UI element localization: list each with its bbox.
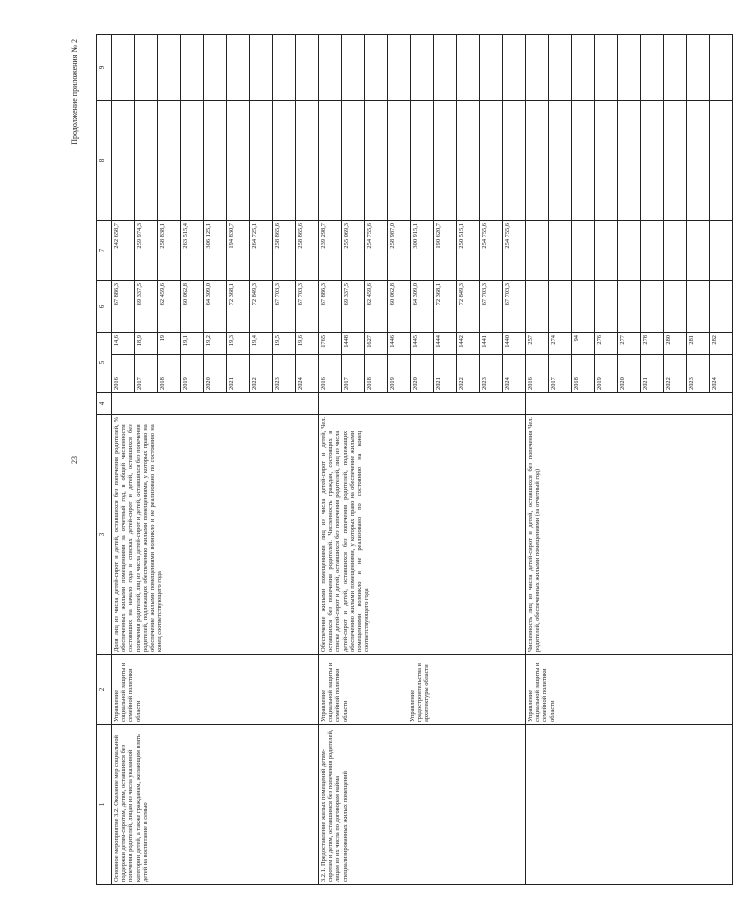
value-cell: 274 [549, 333, 572, 355]
value-cell: 60 062,8 [388, 281, 411, 333]
value-cell: 1441 [480, 333, 503, 355]
value-cell [595, 221, 618, 281]
year-cell: 2016 [112, 355, 135, 393]
indicator-cell [319, 415, 526, 655]
empty-cell [572, 101, 595, 221]
value-cell: 277 [618, 333, 641, 355]
empty-cell [112, 35, 135, 101]
year-cell: 2016 [319, 355, 342, 393]
empty-cell [273, 35, 296, 101]
year-cell: 2017 [135, 355, 158, 393]
empty-cell [388, 35, 411, 101]
column-number: 9 [97, 35, 112, 101]
value-cell: 94 [572, 333, 595, 355]
value-cell: 250 515,1 [457, 221, 480, 281]
value-cell: 280 [664, 333, 687, 355]
value-cell: 69 337,5 [135, 281, 158, 333]
empty-cell [457, 101, 480, 221]
value-cell [572, 281, 595, 333]
value-cell: 60 062,8 [181, 281, 204, 333]
value-cell: 281 [687, 333, 710, 355]
value-cell [618, 281, 641, 333]
value-cell: 72 368,1 [227, 281, 250, 333]
indicator-unit: Чел. [527, 417, 534, 429]
empty-cell [135, 35, 158, 101]
value-cell: 278 [641, 333, 664, 355]
empty-cell [549, 35, 572, 101]
empty-cell [227, 35, 250, 101]
empty-cell [480, 101, 503, 221]
empty-cell [526, 393, 733, 415]
column-number: 6 [97, 281, 112, 333]
value-cell: 67 703,3 [480, 281, 503, 333]
value-cell: 19,1 [181, 333, 204, 355]
year-cell: 2017 [549, 355, 572, 393]
value-cell: 263 515,4 [181, 221, 204, 281]
program-table [96, 34, 733, 885]
value-cell: 258 865,6 [273, 221, 296, 281]
value-cell [572, 221, 595, 281]
empty-cell [434, 35, 457, 101]
value-cell: 258 987,0 [388, 221, 411, 281]
empty-cell [687, 101, 710, 221]
empty-cell [158, 101, 181, 221]
year-cell: 2021 [434, 355, 457, 393]
indicator-cell [526, 415, 733, 655]
executor-cell [112, 655, 319, 725]
value-cell: 67 703,3 [273, 281, 296, 333]
value-cell: 239 298,7 [319, 221, 342, 281]
value-cell: 254 755,6 [503, 221, 526, 281]
year-cell: 2021 [641, 355, 664, 393]
value-cell [710, 281, 733, 333]
empty-cell [365, 101, 388, 221]
value-cell: 258 865,6 [296, 221, 319, 281]
empty-cell [618, 35, 641, 101]
activity-cell [526, 725, 733, 885]
year-cell: 2018 [158, 355, 181, 393]
year-cell: 2019 [595, 355, 618, 393]
value-cell: 19,4 [250, 333, 273, 355]
empty-cell [319, 101, 342, 221]
empty-cell [411, 101, 434, 221]
empty-cell [664, 101, 687, 221]
empty-cell [296, 35, 319, 101]
value-cell: 67 886,3 [319, 281, 342, 333]
empty-cell [526, 101, 549, 221]
empty-cell [273, 101, 296, 221]
rotated-table-area [70, 35, 718, 885]
value-cell [664, 281, 687, 333]
value-cell [595, 281, 618, 333]
empty-cell [710, 35, 733, 101]
empty-cell [618, 101, 641, 221]
empty-cell [112, 393, 319, 415]
year-cell: 2024 [296, 355, 319, 393]
value-cell: 1440 [503, 333, 526, 355]
column-number: 2 [97, 655, 112, 725]
year-cell: 2024 [503, 355, 526, 393]
value-cell: 1448 [342, 333, 365, 355]
value-cell: 258 838,1 [158, 221, 181, 281]
empty-cell [388, 101, 411, 221]
table-row [526, 35, 549, 885]
empty-cell [250, 35, 273, 101]
table-row [112, 35, 135, 885]
empty-cell [710, 101, 733, 221]
column-number: 4 [97, 393, 112, 415]
value-cell: 1627 [365, 333, 388, 355]
value-cell: 1445 [411, 333, 434, 355]
empty-cell [181, 101, 204, 221]
year-cell: 2018 [572, 355, 595, 393]
value-cell: 72 849,3 [250, 281, 273, 333]
year-cell: 2020 [618, 355, 641, 393]
value-cell: 67 886,3 [112, 281, 135, 333]
executor-name: Управление социальной защиты и семейной политики области [527, 662, 556, 722]
empty-cell [181, 35, 204, 101]
value-cell: 19,5 [273, 333, 296, 355]
empty-cell [687, 35, 710, 101]
empty-cell [342, 35, 365, 101]
value-cell: 255 069,3 [342, 221, 365, 281]
empty-cell [411, 35, 434, 101]
year-cell: 2020 [411, 355, 434, 393]
value-cell: 14,6 [112, 333, 135, 355]
empty-cell [158, 35, 181, 101]
value-cell: 72 368,1 [434, 281, 457, 333]
empty-cell [549, 101, 572, 221]
value-cell: 1765 [319, 333, 342, 355]
activity-cell: Основное мероприятие 3.2. Оказание мер социальной поддержки детям-сиротам, детям, оставшимся без попечения родителей, лицам из числа указанной категории детей, а также гражданам, желающим взять детей на воспитание в семью [112, 725, 319, 885]
column-number: 1 [97, 725, 112, 885]
value-cell: 194 830,7 [227, 221, 250, 281]
empty-cell [503, 101, 526, 221]
empty-cell [250, 101, 273, 221]
empty-cell [112, 101, 135, 221]
empty-cell [365, 35, 388, 101]
value-cell: 19,2 [204, 333, 227, 355]
value-cell [641, 221, 664, 281]
empty-cell [503, 35, 526, 101]
empty-cell [227, 101, 250, 221]
year-cell: 2023 [687, 355, 710, 393]
year-cell: 2020 [204, 355, 227, 393]
value-cell: 19,3 [227, 333, 250, 355]
year-cell: 2023 [480, 355, 503, 393]
value-cell: 67 703,3 [503, 281, 526, 333]
value-cell: 1442 [457, 333, 480, 355]
empty-cell [204, 35, 227, 101]
column-number: 3 [97, 415, 112, 655]
empty-cell [204, 101, 227, 221]
column-number: 5 [97, 333, 112, 393]
empty-cell [664, 35, 687, 101]
empty-cell [457, 35, 480, 101]
year-cell: 2018 [365, 355, 388, 393]
indicator-unit: % [113, 417, 120, 423]
value-cell: 259 974,3 [135, 221, 158, 281]
value-cell [526, 281, 549, 333]
value-cell [526, 221, 549, 281]
year-cell: 2023 [273, 355, 296, 393]
empty-cell [595, 101, 618, 221]
value-cell [549, 221, 572, 281]
year-cell: 2022 [664, 355, 687, 393]
page-number: 23 [70, 456, 79, 464]
value-cell: 19,6 [296, 333, 319, 355]
year-cell: 2016 [526, 355, 549, 393]
column-number: 7 [97, 221, 112, 281]
empty-cell [526, 35, 549, 101]
value-cell: 62 459,6 [158, 281, 181, 333]
year-cell: 2022 [457, 355, 480, 393]
value-cell: 69 337,5 [342, 281, 365, 333]
value-cell: 254 755,6 [480, 221, 503, 281]
value-cell: 306 125,1 [204, 221, 227, 281]
year-cell: 2021 [227, 355, 250, 393]
executor-name: Управление социальной защиты и семейной политики области [113, 662, 142, 722]
value-cell: 67 703,3 [296, 281, 319, 333]
value-cell: 190 620,7 [434, 221, 457, 281]
year-cell: 2019 [181, 355, 204, 393]
empty-cell [296, 101, 319, 221]
value-cell: 64 309,0 [411, 281, 434, 333]
year-cell: 2022 [250, 355, 273, 393]
value-cell [641, 281, 664, 333]
executor-name: Управление социальной защиты и семейной политики области [320, 662, 349, 722]
value-cell: 242 658,7 [112, 221, 135, 281]
empty-cell [480, 35, 503, 101]
value-cell: 62 459,6 [365, 281, 388, 333]
value-cell [710, 221, 733, 281]
executor-cell [526, 655, 733, 725]
value-cell [618, 221, 641, 281]
value-cell: 300 915,1 [411, 221, 434, 281]
continuation-label: Продолжение приложения № 2 [70, 39, 79, 145]
value-cell: 19 [158, 333, 181, 355]
value-cell [549, 281, 572, 333]
value-cell: 1444 [434, 333, 457, 355]
value-cell: 264 725,1 [250, 221, 273, 281]
empty-cell [434, 101, 457, 221]
indicator-text: Численность лиц из числа детей-сирот и детей, оставшихся без попечения родителей, обеспеченных жилыми помещениями (за отчетный год) [527, 430, 542, 652]
column-number: 8 [97, 101, 112, 221]
value-cell: 257 [526, 333, 549, 355]
executor-cell [319, 655, 526, 725]
indicator-unit: Чел. [320, 417, 327, 429]
indicator-cell [112, 415, 319, 655]
value-cell: 254 755,6 [365, 221, 388, 281]
value-cell [664, 221, 687, 281]
value-cell: 276 [595, 333, 618, 355]
empty-cell [641, 101, 664, 221]
column-number-row [97, 35, 112, 885]
empty-cell [319, 35, 342, 101]
indicator-text: Обеспечение жилыми помещениями лиц из числа детей-сирот и детей, оставшихся без попечения родителей. Численность граждан, состоящих в списке детей-сирот и детей, оставшихся без попечения родителей, лиц из числа детей-сирот и детей, оставшихся без попечения родителей, подлежащих обеспечению жилыми помещениями, у которых право на обеспечение жилыми помещениями возникло и не реализовано по состоянию на конец соответствующего года [320, 430, 371, 652]
activity-cell: 3.2.1. Предоставление жилых помещений детям-сиротам и детям, оставшимся без попечения родителей, лицам из их числа по договорам найма специализированных жилых помещений [319, 725, 526, 885]
value-cell: 282 [710, 333, 733, 355]
value-cell [687, 221, 710, 281]
empty-cell [595, 35, 618, 101]
empty-cell [135, 101, 158, 221]
year-cell: 2019 [388, 355, 411, 393]
year-cell: 2024 [710, 355, 733, 393]
indicator-text: Доля лиц из числа детей-сирот и детей, оставшихся без попечения родителей, обеспеченных жилыми помещениями за отчетный год, в общей численности состоявших на начало года в списках детей-сирот и детей, оставшихся без попечения родителей, лиц из числа детей-сирот и детей, оставшихся без попечения родителей, подлежащих обеспечению жилыми помещениями, у которых право на обеспечение жилыми помещениями возникло и не реализовано по состоянию на конец соответствующего года [113, 424, 164, 652]
empty-cell [572, 35, 595, 101]
empty-cell [342, 101, 365, 221]
executor-name: Управление градостроительства и архитектуры области [408, 663, 431, 722]
table-row [319, 35, 342, 885]
year-cell: 2017 [342, 355, 365, 393]
empty-cell [641, 35, 664, 101]
value-cell: 18,9 [135, 333, 158, 355]
value-cell: 64 309,0 [204, 281, 227, 333]
value-cell [687, 281, 710, 333]
value-cell: 1446 [388, 333, 411, 355]
empty-cell [319, 393, 526, 415]
value-cell: 72 849,3 [457, 281, 480, 333]
